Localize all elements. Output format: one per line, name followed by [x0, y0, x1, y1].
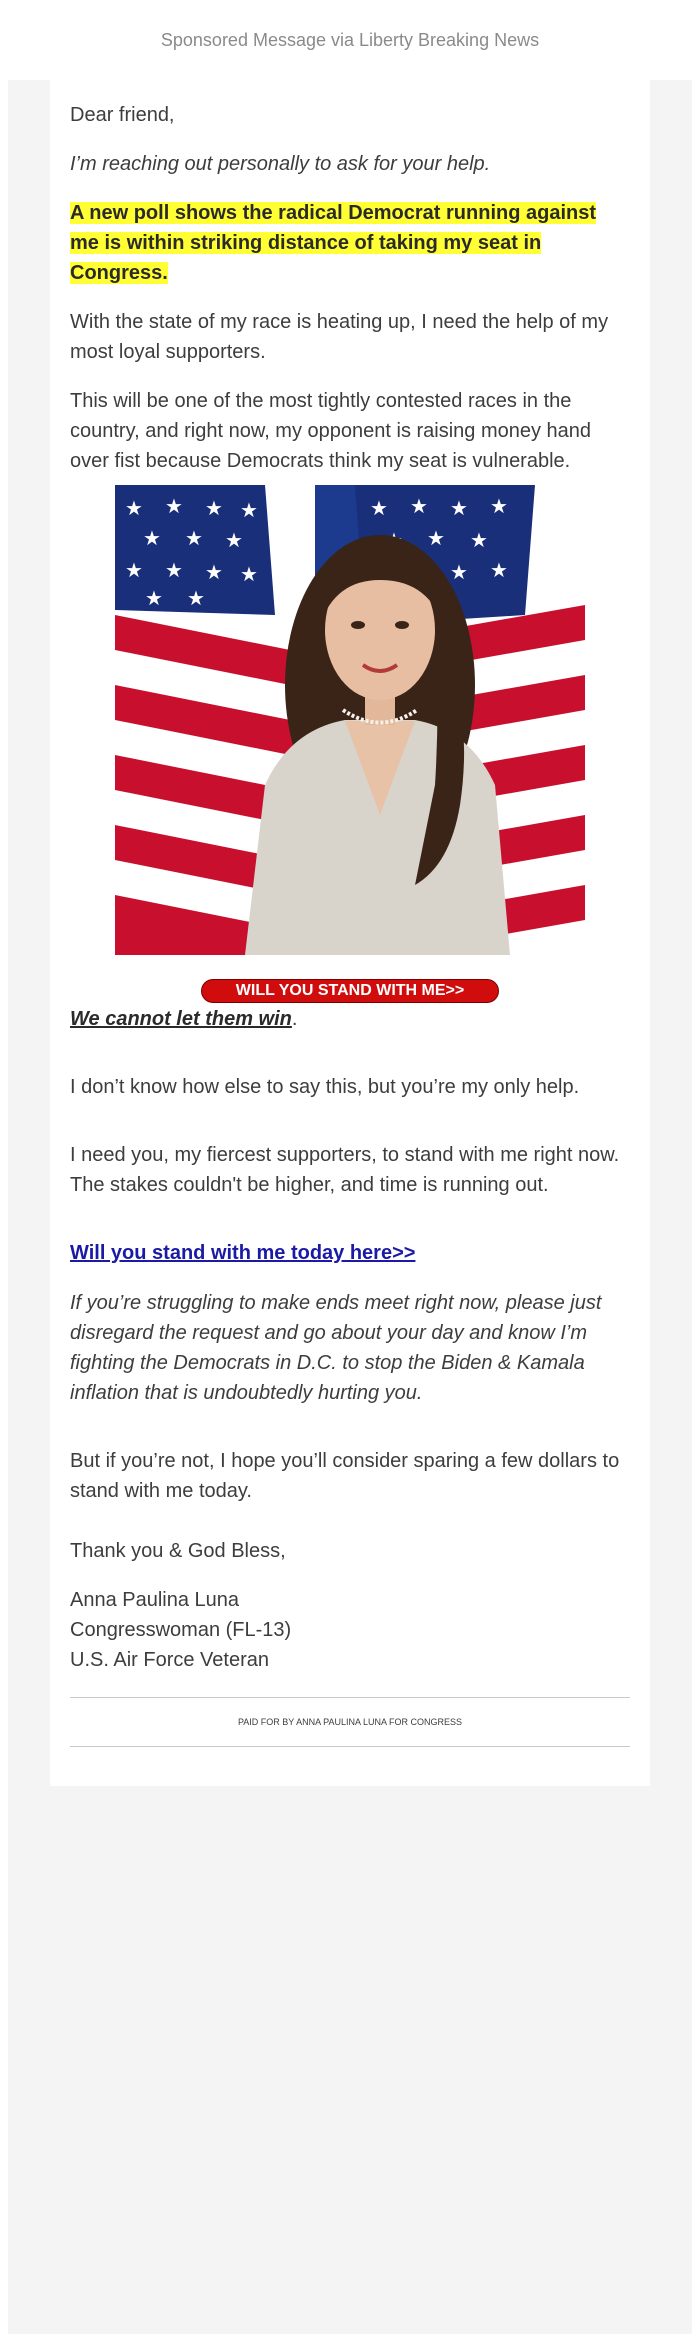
candidate-photo-image	[115, 485, 585, 955]
paid-for-text: PAID FOR BY ANNA PAULINA LUNA FOR CONGRESS	[237, 1717, 463, 1727]
signature-block	[70, 1585, 630, 1675]
email-card	[50, 80, 650, 1786]
intro-text: I’m reaching out personally to ask for your help.	[70, 153, 491, 175]
photo-container	[70, 485, 630, 964]
footer-divider-bottom	[70, 1746, 630, 1747]
stand-with-me-button[interactable]: WILL YOU STAND WITH ME>>	[201, 979, 499, 1003]
svg-text:★: ★	[125, 558, 143, 582]
svg-text:★: ★	[410, 494, 428, 518]
paragraph-sparing: But if you’re not, I hope you’ll consider sparing a few dollars to stand with me today.	[70, 1450, 620, 1502]
cant-let-paragraph	[70, 1004, 630, 1034]
svg-text:★: ★	[240, 562, 258, 586]
highlight-paragraph	[70, 198, 630, 288]
paragraph-contested: This will be one of the most tightly contested races in the country, and right now, my opponent is raising money hand over fist because Democrats think my seat is vulnerable.	[70, 390, 592, 472]
svg-text:★: ★	[205, 560, 223, 584]
signature-name: Anna Paulina Luna	[70, 1589, 240, 1611]
greeting: Dear friend,	[70, 104, 175, 126]
svg-text:★: ★	[470, 528, 488, 552]
svg-text:★: ★	[165, 558, 183, 582]
link-paragraph	[70, 1238, 630, 1268]
signature-title: Congresswoman (FL-13)	[70, 1619, 292, 1641]
svg-text:★: ★	[225, 528, 243, 552]
svg-text:★: ★	[240, 498, 258, 522]
footer	[50, 1675, 650, 1747]
signature-veteran: U.S. Air Force Veteran	[70, 1649, 269, 1671]
svg-text:★: ★	[370, 496, 388, 520]
svg-text:★: ★	[185, 526, 203, 550]
paragraph-only-help: I don’t know how else to say this, but you’re my only help.	[70, 1076, 580, 1098]
closing-text: Thank you & God Bless,	[70, 1540, 286, 1562]
svg-text:★: ★	[450, 496, 468, 520]
highlight-text: A new poll shows the radical Democrat running against me is within striking distance of taking my seat in Congress.	[70, 202, 597, 284]
svg-text:★: ★	[205, 496, 223, 520]
stand-with-me-link[interactable]: Will you stand with me today here>>	[70, 1242, 416, 1264]
svg-text:★: ★	[143, 526, 161, 550]
letter-body	[50, 80, 650, 1675]
paragraph-fiercest: I need you, my fiercest supporters, to stand with me right now. The stakes couldn't be higher, and time is running out.	[70, 1144, 620, 1196]
svg-text:★: ★	[125, 496, 143, 520]
cant-let-text: We cannot let them win	[70, 1008, 292, 1030]
svg-text:★: ★	[450, 560, 468, 584]
paragraph-race: With the state of my race is heating up, I need the help of my most loyal supporters.	[70, 311, 609, 363]
cta-button-container	[70, 974, 630, 1004]
svg-text:★: ★	[145, 586, 163, 610]
sponsor-text: Sponsored Message via Liberty Breaking News	[160, 29, 540, 50]
sponsor-header	[0, 0, 700, 80]
cant-let-period: .	[291, 1008, 298, 1030]
svg-text:★: ★	[427, 526, 445, 550]
paragraph-struggling: If you’re struggling to make ends meet right now, please just disregard the request and go about your day and know I’m fighting the Democrats in D.C. to stop the Biden & Kamala inflation that is undoubtedly hurting you.	[70, 1292, 602, 1404]
svg-text:★: ★	[165, 494, 183, 518]
candidate-photo[interactable]	[115, 485, 585, 955]
svg-text:★: ★	[490, 558, 508, 582]
svg-text:★: ★	[490, 494, 508, 518]
svg-text:★: ★	[187, 586, 205, 610]
